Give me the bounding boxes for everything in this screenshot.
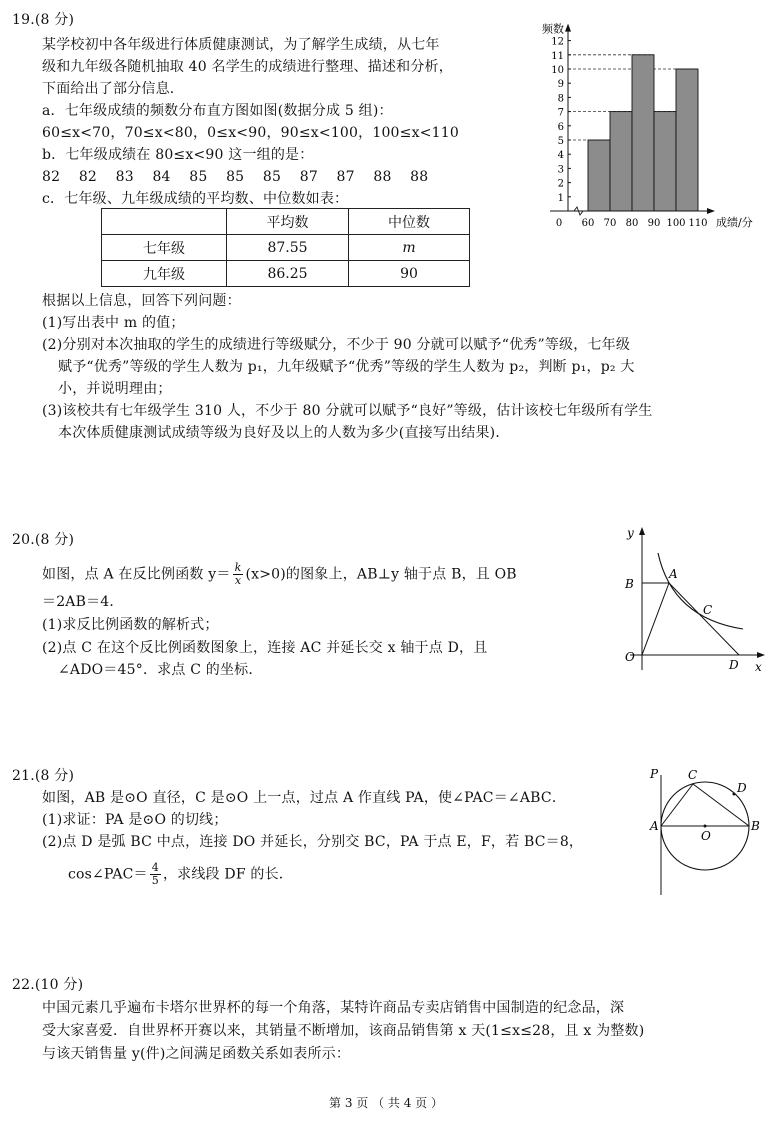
q19-scores: 82 82 83 84 85 85 85 87 87 88 88 <box>42 169 429 185</box>
histogram-bar <box>632 55 654 211</box>
label-b: B <box>625 577 634 591</box>
x-tick-label: 70 <box>603 218 617 229</box>
table-header-empty <box>102 209 227 235</box>
x-tick-label: 90 <box>647 218 661 229</box>
q21-line-4-pre: cos∠PAC＝ <box>68 866 148 883</box>
y-tick-label: 3 <box>557 164 564 176</box>
table-cell-median: m <box>349 235 470 261</box>
segment-oa <box>642 583 669 655</box>
x-axis-label: 成绩/分 <box>716 216 753 229</box>
table-header-median: 中位数 <box>349 209 470 235</box>
y-tick-label: 12 <box>551 36 564 48</box>
y-axis-arrow <box>639 527 645 535</box>
q19-prompt: 根据以上信息，回答下列问题： <box>42 293 241 309</box>
x-tick-label: 60 <box>581 218 595 229</box>
q19-line-1: 某学校初中各年级进行体质健康测试，为了解学生成绩，从七年 <box>42 37 440 53</box>
q20-part-1: (1)求反比例函数的解析式； <box>42 617 219 633</box>
segment-ad <box>669 583 739 655</box>
label-b: B <box>751 819 760 833</box>
label-a: A <box>650 819 659 833</box>
q19-part-3-line-1: (3)该校共有七年级学生 310 人，不少于 80 分就可以赋予“良好”等级，估计该校七年级所有学生 <box>42 403 653 419</box>
table-cell-mean: 86.25 <box>227 261 349 287</box>
page-footer: 第 3 页 （ 共 4 页 ） <box>329 1096 443 1110</box>
histogram-bar <box>654 112 676 211</box>
x-tick-label: 110 <box>688 218 708 229</box>
q20-line-1 <box>42 562 517 587</box>
q21-header: 21.(8 分) <box>12 768 75 784</box>
label-c: C <box>688 768 698 782</box>
histogram-bar <box>610 112 632 211</box>
table-cell-median: 90 <box>349 261 470 287</box>
label-x: x <box>755 660 762 674</box>
q19-intervals: 60≤x<70，70≤x<80，0≤x<90，90≤x<100，100≤x<110 <box>42 125 459 141</box>
q19-info-b: b．七年级成绩在 80≤x<90 这一组的是： <box>42 147 314 163</box>
frequency-histogram <box>536 10 758 230</box>
q22-line-1: 中国元素几乎遍布卡塔尔世界杯的每一个角落，某特许商品专卖店销售中国制造的纪念品，深 <box>42 1000 625 1016</box>
y-tick-label: 4 <box>557 150 564 162</box>
q20-line-1-post: (x>0)的图象上，AB⊥y 轴于点 B，且 OB <box>245 566 517 583</box>
q19-stats-table <box>101 208 470 287</box>
q19-line-3: 下面给出了部分信息． <box>42 81 184 97</box>
q22-line-2: 受大家喜爱．自世界杯开赛以来，其销量不断增加，该商品销售第 x 天(1≤x≤28，且 x 为整数) <box>42 1023 645 1039</box>
y-tick-label: 5 <box>557 136 564 147</box>
fraction-numerator: k <box>234 561 242 574</box>
table-row <box>102 261 470 287</box>
y-axis-arrow <box>565 24 571 32</box>
q19-part-3-line-2: 本次体质健康测试成绩等级为良好及以上的人数为多少(直接写出结果)． <box>58 425 510 441</box>
q19-line-2: 级和九年级各随机抽取 40 名学生的成绩进行整理、描述和分析， <box>42 59 453 75</box>
table-cell-mean: 87.55 <box>227 235 349 261</box>
q19-info-c: c．七年级、九年级成绩的平均数、中位数如表： <box>42 191 349 207</box>
y-axis-label: 频数 <box>542 22 564 36</box>
label-d: D <box>737 781 747 795</box>
table-cell-grade: 七年级 <box>102 235 227 261</box>
label-o: O <box>625 650 635 664</box>
histogram-bar <box>588 140 610 211</box>
table-row <box>102 235 470 261</box>
label-c: C <box>703 603 713 617</box>
q19-header: 19.(8 分) <box>12 12 75 28</box>
histogram-bar <box>676 69 698 211</box>
label-y: y <box>627 526 634 540</box>
k-over-x-fraction <box>233 562 244 587</box>
x-tick-label: 0 <box>555 218 563 229</box>
y-tick-label: 7 <box>557 107 564 119</box>
q22-header: 22.(10 分) <box>12 977 84 993</box>
q21-line-1: 如图，AB 是⊙O 直径，C 是⊙O 上一点，过点 A 作直线 PA，使∠PAC＝∠ABC． <box>42 790 567 806</box>
q20-part-2-line-1: (2)点 C 在这个反比例函数图象上，连接 AC 并延长交 x 轴于点 D，且 <box>42 640 488 656</box>
fraction-denominator: 5 <box>151 874 159 887</box>
q21-line-4-post: ，求线段 DF 的长． <box>162 866 293 883</box>
q20-header: 20.(8 分) <box>12 532 75 548</box>
x-axis-arrow <box>707 208 715 214</box>
point-d <box>733 793 736 796</box>
q19-part-2-line-1: (2)分别对本次抽取的学生的成绩进行等级赋分，不少于 90 分就可以赋予“优秀”等级，七年级 <box>42 337 631 353</box>
label-a: A <box>669 567 678 581</box>
table-header-row <box>102 209 470 235</box>
fraction-denominator: x <box>234 574 242 587</box>
q19-part-1: (1)写出表中 m 的值； <box>42 315 185 331</box>
q20-figure <box>615 525 765 675</box>
y-tick-label: 1 <box>557 192 564 204</box>
y-tick-label: 2 <box>557 178 564 190</box>
q21-figure <box>650 767 765 897</box>
label-p: P <box>650 767 659 781</box>
q21-part-2-line-1: (2)点 D 是弧 BC 中点，连接 DO 并延长，分别交 BC，PA 于点 E，F，若 BC＝8， <box>42 834 584 850</box>
x-axis-arrow <box>757 652 765 658</box>
fraction-numerator: 4 <box>151 861 159 874</box>
q19-part-2-line-2: 赋予“优秀”等级的学生人数为 p₁，九年级赋予“优秀”等级的学生人数为 p₂，判断 p₁，p₂ 大 <box>58 359 635 375</box>
table-header-mean: 平均数 <box>227 209 349 235</box>
q22-line-3: 与该天销售量 y(件)之间满足函数关系如表所示： <box>42 1046 351 1062</box>
q21-part-2-line-2 <box>68 862 293 887</box>
q20-line-1-pre: 如图，点 A 在反比例函数 y＝ <box>42 566 231 583</box>
label-d: D <box>729 658 739 672</box>
q20-line-2: ＝2AB＝4． <box>42 594 124 610</box>
x-tick-label: 100 <box>666 218 686 229</box>
y-tick-label: 10 <box>551 65 564 76</box>
x-tick-label: 80 <box>625 218 639 229</box>
hyperbola-curve <box>658 553 743 629</box>
y-tick-label: 8 <box>557 93 564 105</box>
q19-info-a: a．七年级成绩的频数分布直方图如图(数据分成 5 组)： <box>42 103 393 119</box>
q21-part-1: (1)求证：PA 是⊙O 的切线； <box>42 812 228 828</box>
q20-part-2-line-2: ∠ADO＝45°．求点 C 的坐标． <box>58 662 263 678</box>
y-tick-label: 11 <box>551 50 564 62</box>
table-cell-grade: 九年级 <box>102 261 227 287</box>
center-point <box>704 825 707 828</box>
four-fifths-fraction <box>150 862 161 887</box>
y-tick-label: 9 <box>557 79 564 91</box>
q19-part-2-line-3: 小，并说明理由； <box>58 381 172 397</box>
y-tick-label: 6 <box>557 121 564 133</box>
label-o: O <box>701 829 711 843</box>
